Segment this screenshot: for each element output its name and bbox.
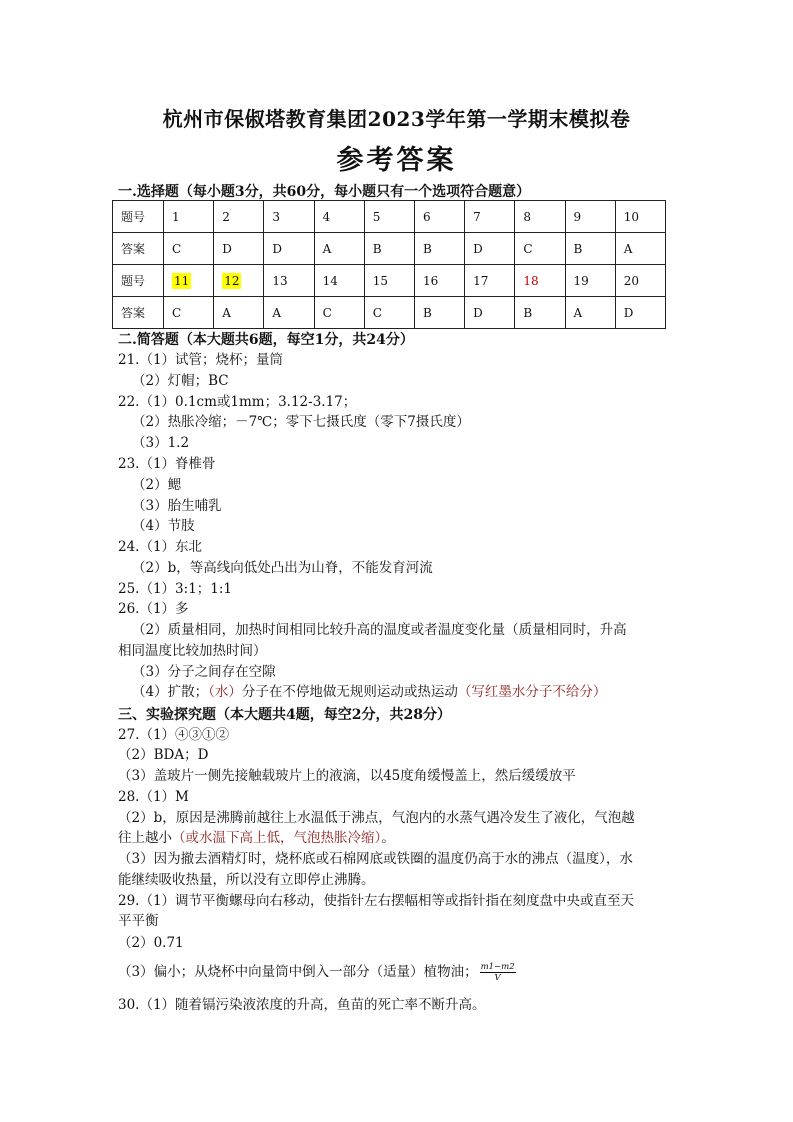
answer-line: （2）b，等高线向低处凸出为山脊，不能发育河流 <box>132 560 433 576</box>
answer-line: 26.（1）多 <box>118 601 189 617</box>
table-row <box>113 265 666 297</box>
answer-line: 23.（1）脊椎骨 <box>118 456 216 472</box>
answer-text: 往上越小 <box>118 830 172 846</box>
table-cell: D <box>615 297 665 329</box>
answer-line: 25.（1）3:1；1:1 <box>118 581 233 597</box>
table-cell: D <box>264 233 314 265</box>
table-cell: C <box>515 233 565 265</box>
table-cell: 5 <box>364 201 414 233</box>
table-cell: 6 <box>414 201 464 233</box>
answer-note: （水） <box>208 684 242 700</box>
answer-line: （2）灯帽；BC <box>132 373 229 389</box>
table-cell: 17 <box>465 265 515 297</box>
answer-line: （2）b，原因是沸腾前越往上水温低于沸点，气泡内的水蒸气遇冷发生了液化，气泡越 <box>118 810 635 826</box>
section-experiment-heading: 三、实验探究题（本大题共4题，每空2分，共28分） <box>118 707 451 723</box>
table-cell: 14 <box>314 265 364 297</box>
table-cell <box>214 265 264 297</box>
table-cell: D <box>214 233 264 265</box>
table-cell: 20 <box>615 265 665 297</box>
table-cell: 2 <box>214 201 264 233</box>
answer-line: 27.（1）④③①② <box>118 727 230 743</box>
answer-line: 平平衡 <box>118 913 159 929</box>
table-cell: 16 <box>414 265 464 297</box>
answer-line: （3）胎生哺乳 <box>132 498 222 514</box>
answer-line <box>118 962 516 983</box>
table-cell: D <box>465 233 515 265</box>
answer-line <box>132 683 606 701</box>
answer-line: （2）鳃 <box>132 477 182 493</box>
table-cell: C <box>164 297 214 329</box>
answer-line: 21.（1）试管；烧杯；量筒 <box>118 352 284 368</box>
answer-line: 28.（1）M <box>118 789 189 805</box>
answer-table <box>112 200 666 329</box>
answer-line: （2）质量相同，加热时间相同比较升高的温度或者温度变化量（质量相同时，升高 <box>132 622 627 638</box>
table-cell: B <box>364 233 414 265</box>
grading-note: （写红墨水分子不给分） <box>457 684 607 700</box>
table-row <box>113 297 666 329</box>
table-cell: B <box>414 297 464 329</box>
table-cell: 7 <box>465 201 515 233</box>
document-title: 杭州市保俶塔教育集团2023学年第一学期末模拟卷 <box>162 107 631 131</box>
answer-line: 能继续吸收热量，所以没有立即停止沸腾。 <box>118 872 375 888</box>
table-cell <box>164 265 214 297</box>
table-cell: 4 <box>314 201 364 233</box>
answer-text: 。 <box>381 830 395 846</box>
answer-line: 22.（1）0.1cm或1mm；3.12-3.17； <box>118 394 357 410</box>
answer-line: （2）0.71 <box>118 935 184 951</box>
table-cell: 8 <box>515 201 565 233</box>
row-header: 答案 <box>113 297 164 329</box>
table-cell: 10 <box>615 201 665 233</box>
formula-numerator: m1−m2 <box>480 962 515 972</box>
row-header: 题号 <box>113 265 164 297</box>
table-cell: A <box>615 233 665 265</box>
table-cell: 18 <box>515 265 565 297</box>
answer-line: （2）BDA；D <box>118 747 209 763</box>
density-formula <box>480 962 516 983</box>
highlighted-number: 11 <box>174 273 190 288</box>
answer-line: （4）节肢 <box>132 518 195 534</box>
table-cell: A <box>264 297 314 329</box>
row-header: 答案 <box>113 233 164 265</box>
row-header: 题号 <box>113 201 164 233</box>
answer-line: （2）热胀冷缩；－7℃；零下七摄氏度（零下7摄氏度） <box>132 414 470 430</box>
table-cell: C <box>164 233 214 265</box>
answer-line: （3）因为撤去酒精灯时，烧杯底或石棉网底或铁圈的温度仍高于水的沸点（温度），水 <box>118 851 633 867</box>
answer-line <box>118 829 395 847</box>
table-cell: C <box>314 297 364 329</box>
table-cell: D <box>465 297 515 329</box>
answer-line: 相同温度比较加热时间） <box>118 643 267 659</box>
section-choice-heading: 一.选择题（每小题3分，共60分，每小题只有一个选项符合题意） <box>118 184 531 200</box>
section-short-answer-heading: 二.简答题（本大题共6题，每空1分，共24分） <box>118 332 414 348</box>
table-cell: 9 <box>565 201 615 233</box>
table-cell: 13 <box>264 265 314 297</box>
answer-line: 30.（1）随着镉污染液浓度的升高，鱼苗的死亡率不断升高。 <box>118 997 486 1013</box>
table-cell: 15 <box>364 265 414 297</box>
formula-denominator: V <box>494 973 501 983</box>
answer-line: （3）盖玻片一侧先接触载玻片上的液滴，以45度角缓慢盖上，然后缓缓放平 <box>118 768 576 784</box>
document-subtitle: 参考答案 <box>336 145 457 176</box>
highlighted-number: 12 <box>224 273 240 288</box>
table-cell: 1 <box>164 201 214 233</box>
answer-text: （4）扩散； <box>132 684 209 700</box>
table-cell: 19 <box>565 265 615 297</box>
table-cell: A <box>565 297 615 329</box>
table-cell: B <box>414 233 464 265</box>
table-cell: 3 <box>264 201 314 233</box>
table-row <box>113 233 666 265</box>
answer-line: 29.（1）调节平衡螺母向右移动，使指针左右摆幅相等或指针指在刻度盘中央或直至天 <box>118 893 635 909</box>
table-cell: B <box>565 233 615 265</box>
table-cell: A <box>214 297 264 329</box>
table-cell: A <box>314 233 364 265</box>
answer-line: （3）1.2 <box>132 435 190 451</box>
answer-line: （3）分子之间存在空隙 <box>132 664 276 680</box>
answer-text: 分子在不停地做无规则运动或热运动 <box>241 684 458 700</box>
table-cell: B <box>515 297 565 329</box>
answer-text: （3）偏小；从烧杯中向量筒中倒入一部分（适量）植物油； <box>118 964 478 980</box>
answer-line: 24.（1）东北 <box>118 539 203 555</box>
table-row <box>113 201 666 233</box>
answer-note: （或水温下高上低，气泡热胀冷缩） <box>172 830 382 846</box>
table-cell: C <box>364 297 414 329</box>
